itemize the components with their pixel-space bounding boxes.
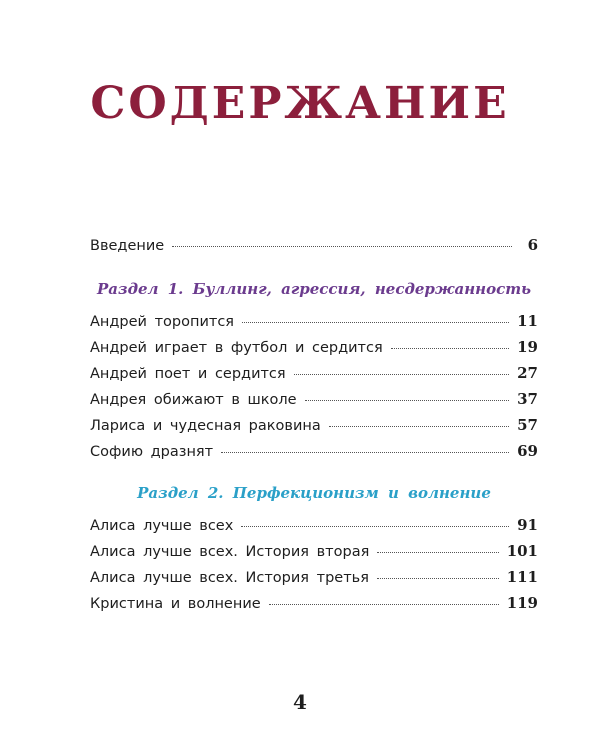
toc-entry (90, 364, 538, 390)
dot-leader (221, 452, 509, 453)
toc-entry (90, 390, 538, 416)
toc-entry-page: 69 (517, 442, 538, 460)
toc-entry-page: 101 (506, 542, 538, 560)
toc-entry (90, 594, 538, 620)
toc-entry-label: Алиса лучше всех (90, 518, 234, 534)
toc-entry (90, 516, 538, 542)
toc-entry-page: 19 (517, 338, 538, 356)
toc-entry (90, 442, 538, 468)
toc-entry-label: Андрей поет и сердится (90, 366, 286, 382)
toc-entry-label: Андрей играет в футбол и сердится (90, 340, 383, 356)
toc-entry-intro (90, 236, 538, 262)
toc-entry-label: Алиса лучше всех. История третья (90, 570, 369, 586)
toc-entry (90, 416, 538, 442)
dot-leader (305, 400, 510, 401)
toc-entry-page: 27 (517, 364, 538, 382)
dot-leader (242, 322, 509, 323)
page-number: 4 (293, 690, 307, 714)
dot-leader (269, 604, 499, 605)
toc-entry-page: 111 (506, 568, 538, 586)
toc-entry-label: Введение (90, 238, 165, 254)
section-2-heading: Раздел 2. Перфекционизм и волнение (137, 484, 491, 502)
toc-entry-page: 57 (517, 416, 538, 434)
toc-entry (90, 542, 538, 568)
dot-leader (241, 526, 509, 527)
table-of-contents (90, 236, 538, 620)
toc-entry-page: 119 (506, 594, 538, 612)
toc-entry-label: Кристина и волнение (90, 596, 261, 612)
toc-entry-page: 37 (517, 390, 538, 408)
toc-entry-label: Алиса лучше всех. История вторая (90, 544, 370, 560)
toc-entry-page: 11 (517, 312, 538, 330)
dot-leader (391, 348, 509, 349)
toc-entry-label: Андрей торопится (90, 314, 235, 330)
toc-entry-page: 91 (517, 516, 538, 534)
dot-leader (329, 426, 509, 427)
dot-leader (294, 374, 509, 375)
toc-entry-label: Софию дразнят (90, 444, 214, 460)
toc-entry-label: Лариса и чудесная раковина (90, 418, 321, 434)
dot-leader (172, 246, 512, 247)
page-title: СОДЕРЖАНИЕ (90, 78, 510, 129)
toc-entry (90, 312, 538, 338)
toc-entry (90, 568, 538, 594)
toc-entry-label: Андрея обижают в школе (90, 392, 297, 408)
dot-leader (377, 578, 499, 579)
dot-leader (377, 552, 498, 553)
toc-entry-page: 6 (527, 236, 538, 254)
toc-entry (90, 338, 538, 364)
section-1-heading: Раздел 1. Буллинг, агрессия, несдержанность (97, 280, 531, 298)
